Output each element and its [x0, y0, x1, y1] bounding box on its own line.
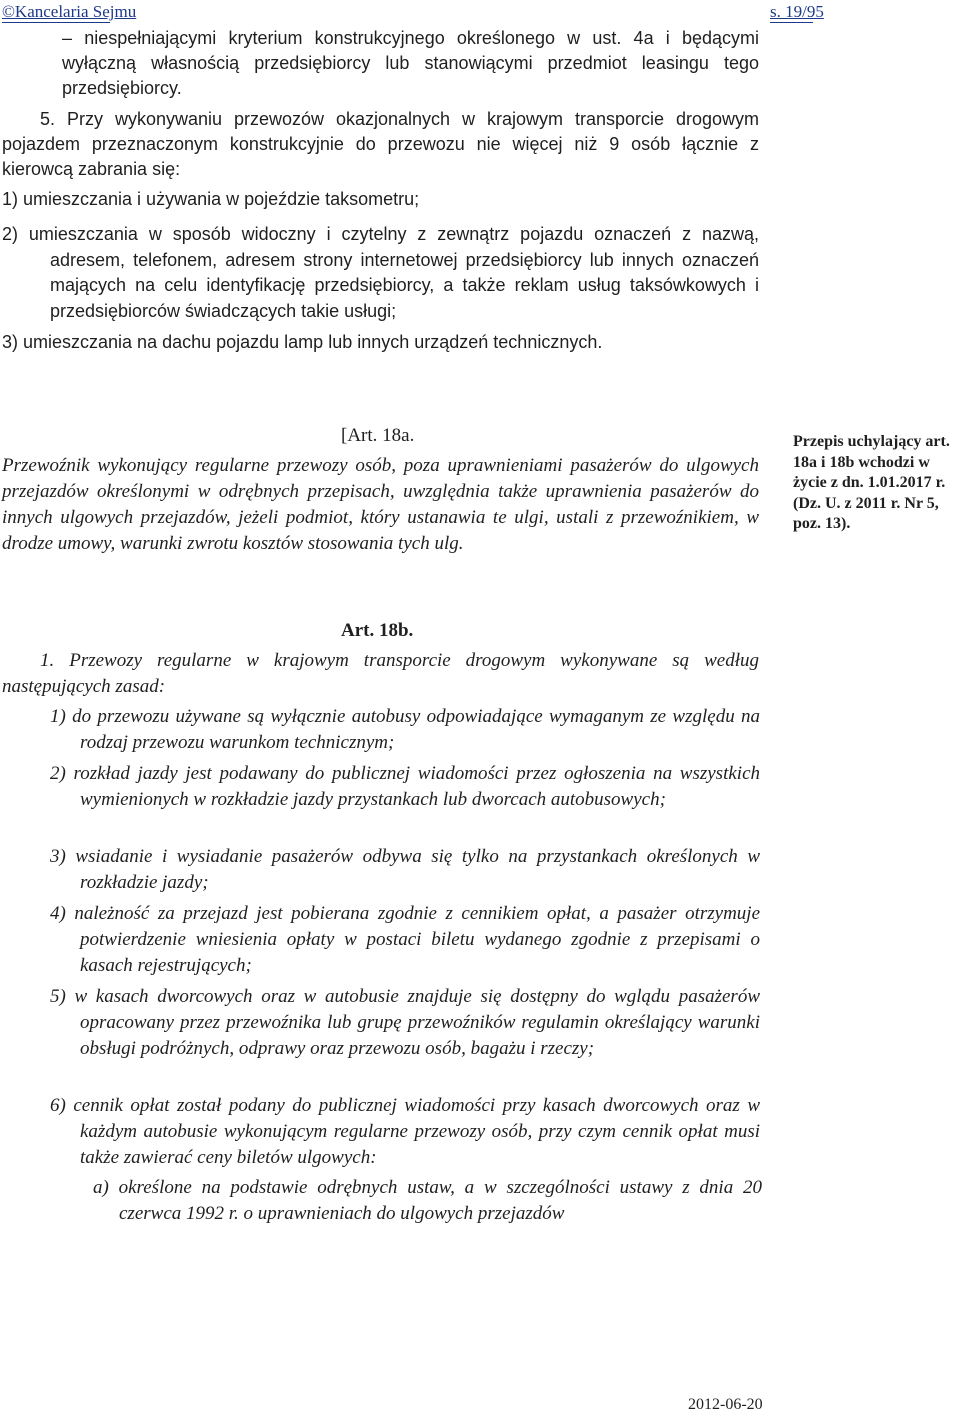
art18b-point-6-text: 6) cennik opłat został podany do publicznej wiadomości przy kasach dworcowych oraz w każdym autobusie wykonującym regularne przewozy osób, przy czym cennik opłat musi także zawierać ceny biletów ulgowych: [50, 1095, 760, 1168]
point-1-text: 1) umieszczania i używania w pojeździe taksometru; [2, 189, 420, 209]
publisher-link[interactable]: ©Kancelaria Sejmu [2, 2, 137, 21]
page-number-link[interactable]: s. 19/95 [770, 2, 824, 21]
art18b-intro-text: 1. Przewozy regularne w krajowym transporcie drogowym wykonywane są według następujących zasad: [2, 650, 759, 697]
art18a-title: [Art. 18a. [341, 425, 415, 446]
margin-note: Przepis uchylający art. 18a i 18b wchodzi w życie z dn. 1.01.2017 r. (Dz. U. z 2011 r. Nr 5, poz. 13). [793, 433, 950, 532]
point-3-text: 3) umieszczania na dachu pojazdu lamp lub innych urządzeń technicznych. [2, 332, 603, 352]
art18b-point-3-text: 3) wsiadanie i wysiadanie pasażerów odbywa się tylko na przystankach określonych w rozkładzie jazdy; [50, 846, 760, 893]
point-2-text: 2) umieszczania w sposób widoczny i czytelny z zewnątrz pojazdu oznaczeń z nazwą, adresem, telefonem, adresem strony internetowej przedsiębiorcy lub innych oznaczeń mających na celu identyfikację przedsiębiorcy, a także reklam usług taksówkowych i przedsiębiorców świadczących takie usługi; [2, 224, 759, 321]
art18b-subpoint-a-text: a) określone na podstawie odrębnych ustaw, a w szczególności ustawy z dnia 20 czerwca 1992 r. o uprawnieniach do ulgowych przejazdów [93, 1177, 762, 1224]
header-page-number[interactable] [770, 2, 824, 22]
art18b-point-6 [50, 1093, 760, 1171]
footer-date: 2012-06-20 [688, 1396, 763, 1413]
art18b-point-3 [50, 844, 760, 896]
header-right-underline [770, 22, 813, 23]
art18b-subpoint-a [93, 1175, 762, 1227]
art18b-point-2-text: 2) rozkład jazdy jest podawany do publicznej wiadomości przez ogłoszenia na wszystkich wymienionych w rozkładzie jazdy przystankach lub dworcach autobusowych; [50, 763, 760, 810]
header-left-underline [2, 22, 110, 23]
art18b-point-4-text: 4) należność za przejazd jest pobierana zgodnie z cennikiem opłat, a pasażer otrzymuje potwierdzenie wniesienia opłaty w postaci biletu wydanego zgodnie z przepisami o kasach rejestrujących; [50, 903, 760, 976]
art18a-body [2, 453, 759, 557]
art18-item4-tail [62, 26, 759, 101]
item5-intro-text: 5. Przy wykonywaniu przewozów okazjonalnych w krajowym transporcie drogowym pojazdem przeznaczonym konstrukcyjnie do przewozu nie więcej niż 9 osób łącznie z kierowcą zabrania się: [2, 109, 759, 179]
art18b-intro [2, 648, 759, 700]
art18b-point-1 [50, 704, 760, 756]
art18-point-3 [2, 330, 759, 355]
art18b-point-4 [50, 901, 760, 979]
art18b-point-5 [50, 984, 760, 1062]
header-publisher[interactable] [2, 2, 136, 22]
art18b-point-5-text: 5) w kasach dworcowych oraz w autobusie znajduje się dostępny do wglądu pasażerów opracowany przez przewoźnika lub grupę przewoźników regulamin określający warunki obsługi podróżnych, odprawy oraz przewozu osób, bagażu i rzeczy; [50, 986, 760, 1059]
item4-tail-text: – niespełniającymi kryterium konstrukcyjnego określonego w ust. 4a i będącymi wyłączną własnością przedsiębiorcy lub stanowiącymi przedmiot leasingu tego przedsiębiorcy. [62, 28, 759, 98]
art18-point-2 [2, 222, 759, 324]
art18b-point-2 [50, 761, 760, 813]
art18-point-1 [2, 187, 759, 212]
art18-item5-intro [2, 107, 759, 182]
art18b-point-1-text: 1) do przewozu używane są wyłącznie autobusy odpowiadające wymaganym ze względu na rodzaj przewozu warunkom technicznym; [50, 706, 760, 753]
art18a-body-text: Przewoźnik wykonujący regularne przewozy osób, poza uprawnieniami pasażerów do ulgowych przejazdów określonymi w odrębnych przepisach, uwzględnia także uprawnienia pasażerów do innych ulgowych przejazdów, jeżeli podmiot, który ustanawia te ulgi, ustali z przewoźnikiem, w drodze umowy, warunki zwrotu kosztów stosowania tych ulg. [2, 455, 759, 554]
art18b-title: Art. 18b. [341, 620, 414, 641]
